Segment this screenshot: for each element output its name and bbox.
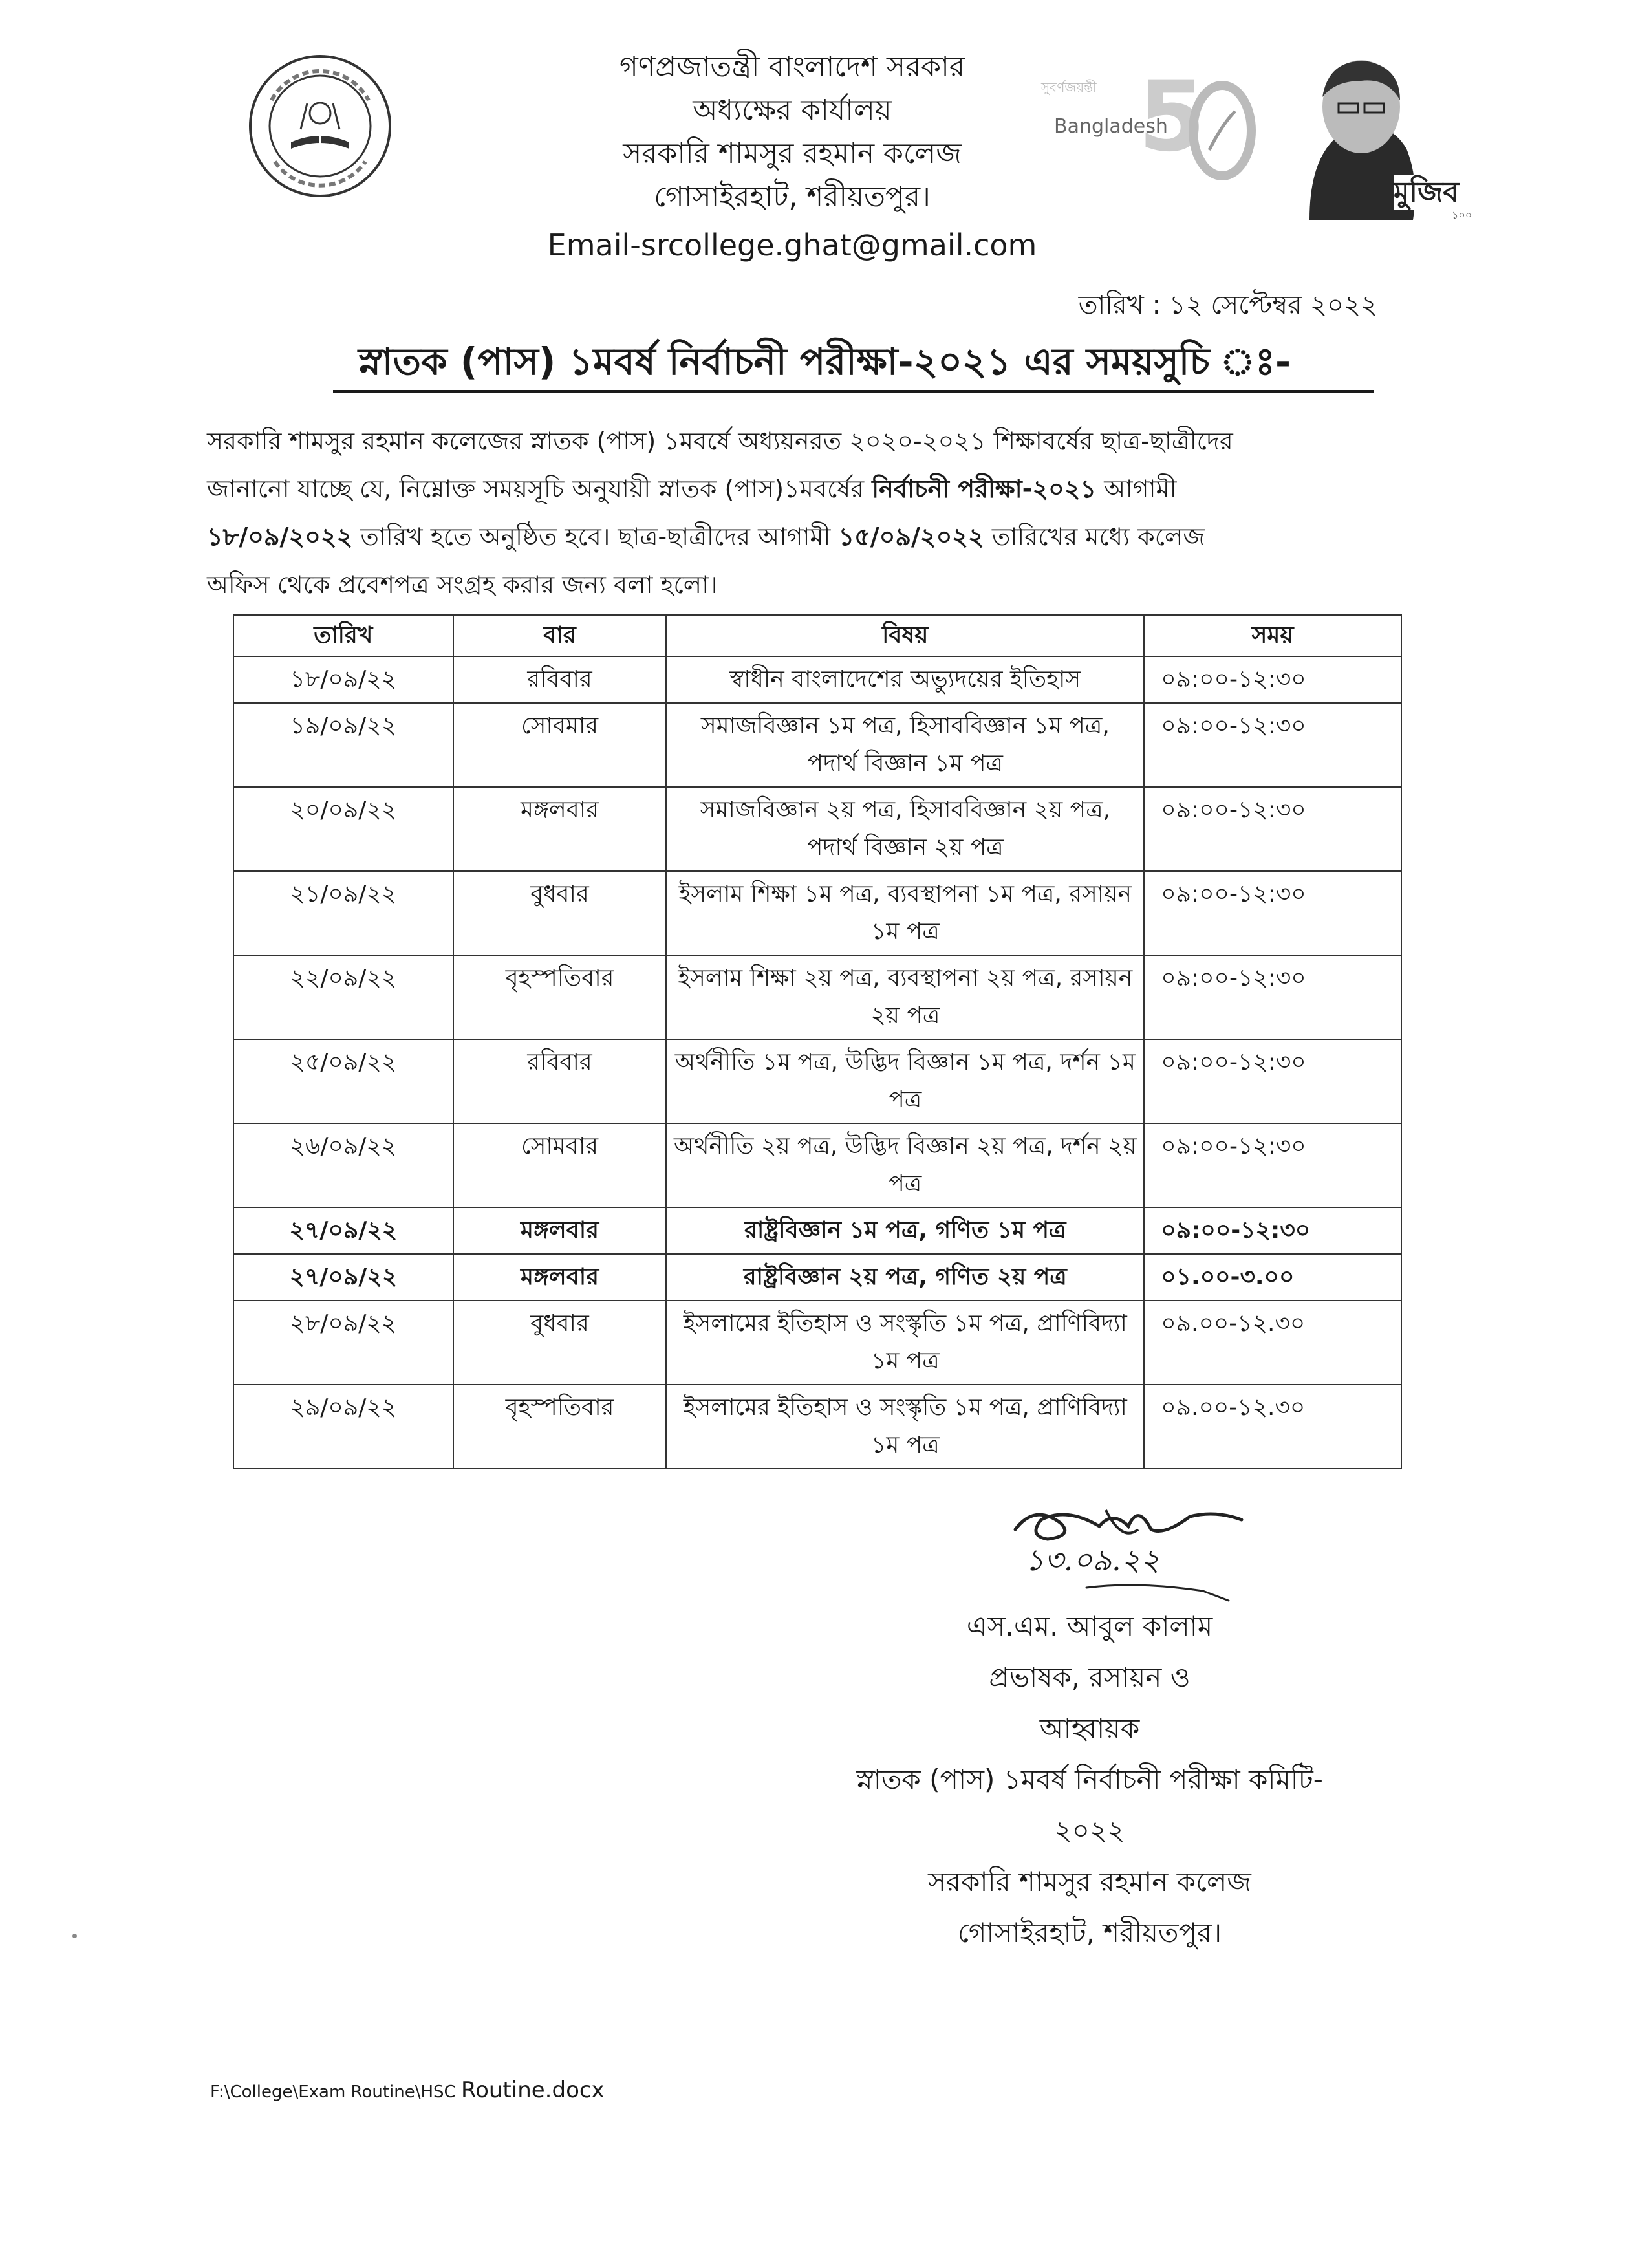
cell-subject: অর্থনীতি ২য় পত্র, উদ্ভিদ বিজ্ঞান ২য় পত্র, দর্শন ২য় পত্র: [666, 1123, 1144, 1207]
cell-subject: ইসলাম শিক্ষা ১ম পত্র, ব্যবস্থাপনা ১ম পত্র, রসায়ন ১ম পত্র: [666, 871, 1144, 955]
issue-date: তারিখ : ১২ সেপ্টেম্বর ২০২২: [1078, 290, 1377, 320]
header-date: তারিখ: [233, 615, 453, 656]
cell-day: মঙ্গলবার: [453, 1207, 667, 1254]
cell-time: ০৯.০০-১২.৩০: [1144, 1301, 1401, 1385]
bangladesh-50-logo: [1028, 53, 1261, 189]
cell-day: সোবমার: [453, 703, 667, 787]
cell-subject: রাষ্ট্রবিজ্ঞান ২য় পত্র, গণিত ২য় পত্র: [666, 1254, 1144, 1301]
para-line-2: [207, 465, 1385, 513]
deadline-date-bold: ১৫/০৯/২০২২: [838, 523, 984, 551]
cell-day: সোমবার: [453, 1123, 667, 1207]
cell-time: ০৯:০০-১২:৩০: [1144, 1039, 1401, 1123]
email-line: Email-srcollege.ghat@gmail.com: [547, 228, 1037, 263]
cell-subject: ইসলামের ইতিহাস ও সংস্কৃতি ১ম পত্র, প্রাণিবিদ্যা ১ম পত্র: [666, 1301, 1144, 1385]
cell-date: ২৯/০৯/২২: [233, 1385, 453, 1469]
cell-time: ০৯:০০-১২:৩০: [1144, 871, 1401, 955]
cell-day: বৃহস্পতিবার: [453, 955, 667, 1039]
cell-date: ২০/০৯/২২: [233, 787, 453, 871]
para-line-3: [207, 513, 1385, 561]
table-header-row: [233, 615, 1401, 656]
cell-time: ০৯:০০-১২:৩০: [1144, 656, 1401, 703]
signature-block: [763, 1601, 1416, 1958]
para-text: আগামী: [1104, 475, 1177, 503]
govt-line: গণপ্রজাতন্ত্রী বাংলাদেশ সরকার: [619, 50, 965, 83]
cell-subject: সমাজবিজ্ঞান ১ম পত্র, হিসাববিজ্ঞান ১ম পত্র, পদার্থ বিজ্ঞান ১ম পত্র: [666, 703, 1144, 787]
cell-time: ০৯:০০-১২:৩০: [1144, 1207, 1401, 1254]
file-path: F:\College\Exam Routine\HSC: [210, 2082, 456, 2102]
cell-day: বুধবার: [453, 1301, 667, 1385]
cell-subject: ইসলামের ইতিহাস ও সংস্কৃতি ১ম পত্র, প্রাণিবিদ্যা ১ম পত্র: [666, 1385, 1144, 1469]
table-row: [233, 787, 1401, 871]
cell-date: ১৮/০৯/২২: [233, 656, 453, 703]
cell-time: ০১.০০-৩.০০: [1144, 1254, 1401, 1301]
header-time: সময়: [1144, 615, 1401, 656]
cell-time: ০৯:০০-১২:৩০: [1144, 787, 1401, 871]
header-subject: বিষয়: [666, 615, 1144, 656]
svg-text:5: 5: [1138, 61, 1206, 173]
cell-date: ২১/০৯/২২: [233, 871, 453, 955]
cell-day: রবিবার: [453, 656, 667, 703]
logo-50-label: Bangladesh: [1054, 115, 1168, 138]
signature-address: গোসাইরহাট, শরীয়তপুর।: [957, 1917, 1222, 1949]
address-line: গোসাইরহাট, শরীয়তপুর।: [654, 180, 931, 213]
committee-name: স্নাতক (পাস) ১মবর্ষ নির্বাচনী পরীক্ষা কমিটি-: [856, 1764, 1323, 1795]
cell-day: বৃহস্পতিবার: [453, 1385, 667, 1469]
cell-time: ০৯:০০-১২:৩০: [1144, 1123, 1401, 1207]
college-logo: [246, 52, 394, 200]
signatory-role: আহ্বায়ক: [1039, 1712, 1140, 1744]
cell-time: ০৯:০০-১২:৩০: [1144, 955, 1401, 1039]
cell-time: ০৯:০০-১২:৩০: [1144, 703, 1401, 787]
para-text: তারিখের মধ্যে কলেজ: [991, 523, 1205, 551]
table-row: [233, 1207, 1401, 1254]
cell-subject: ইসলাম শিক্ষা ২য় পত্র, ব্যবস্থাপনা ২য় পত্র, রসায়ন ২য় পত্র: [666, 955, 1144, 1039]
file-path-footer: [210, 2077, 605, 2103]
table-row: [233, 1301, 1401, 1385]
file-name: Routine.docx: [460, 2077, 605, 2103]
notice-paragraph: [207, 417, 1385, 609]
signatory-name: এস.এম. আবুল কালাম: [966, 1610, 1213, 1642]
para-line-1: সরকারি শামসুর রহমান কলেজের স্নাতক (পাস) ১মবর্ষে অধ্যয়নরত ২০২০-২০২১ শিক্ষাবর্ষের ছাত্র-ছাত্রীদের: [207, 427, 1233, 455]
cell-time: ০৯.০০-১২.৩০: [1144, 1385, 1401, 1469]
cell-subject: অর্থনীতি ১ম পত্র, উদ্ভিদ বিজ্ঞান ১ম পত্র, দর্শন ১ম পত্র: [666, 1039, 1144, 1123]
para-line-4: অফিস থেকে প্রবেশপত্র সংগ্রহ করার জন্য বলা হলো।: [207, 570, 718, 599]
table-row: [233, 656, 1401, 703]
svg-text:১০০: ১০০: [1452, 209, 1472, 221]
scan-speck: [72, 1934, 77, 1938]
table-row: [233, 955, 1401, 1039]
cell-date: ২৭/০৯/২২: [233, 1254, 453, 1301]
start-date-bold: ১৮/০৯/২০২২: [207, 523, 353, 551]
table-row: [233, 1039, 1401, 1123]
header-day: বার: [453, 615, 667, 656]
svg-text:মুজিব: মুজিব: [1394, 176, 1459, 209]
cell-subject: রাষ্ট্রবিজ্ঞান ১ম পত্র, গণিত ১ম পত্র: [666, 1207, 1144, 1254]
cell-date: ১৯/০৯/২২: [233, 703, 453, 787]
cell-day: মঙ্গলবার: [453, 787, 667, 871]
para-text: জানানো যাচ্ছে যে, নিম্নোক্ত সময়সূচি অনুযায়ী স্নাতক (পাস)১মবর্ষের: [207, 475, 865, 503]
table-row: [233, 1254, 1401, 1301]
cell-date: ২৭/০৯/২২: [233, 1207, 453, 1254]
cell-day: রবিবার: [453, 1039, 667, 1123]
handwritten-date: ১৩.০৯.২২: [1025, 1542, 1160, 1577]
para-text: তারিখ হতে অনুষ্ঠিত হবে। ছাত্র-ছাত্রীদের আগামী: [360, 523, 831, 551]
office-line: অধ্যক্ষের কার্যালয়: [693, 94, 892, 127]
table-row: [233, 703, 1401, 787]
college-line: সরকারি শামসুর রহমান কলেজ: [623, 137, 962, 170]
cell-date: ২৮/০৯/২২: [233, 1301, 453, 1385]
cell-day: বুধবার: [453, 871, 667, 955]
signature-college: সরকারি শামসুর রহমান কলেজ: [928, 1866, 1251, 1897]
cell-date: ২৬/০৯/২২: [233, 1123, 453, 1207]
table-row: [233, 871, 1401, 955]
cell-date: ২২/০৯/২২: [233, 955, 453, 1039]
mujib-portrait-logo: [1284, 52, 1484, 226]
cell-date: ২৫/০৯/২২: [233, 1039, 453, 1123]
cell-day: মঙ্গলবার: [453, 1254, 667, 1301]
svg-text:সুবর্ণজয়ন্তী: সুবর্ণজয়ন্তী: [1041, 80, 1097, 95]
page-title: স্নাতক (পাস) ১মবর্ষ নির্বাচনী পরীক্ষা-২০২১ এর সময়সুচি ঃ-: [358, 340, 1291, 383]
signatory-designation: প্রভাষক, রসায়ন ও: [989, 1661, 1191, 1693]
exam-schedule-table: [233, 614, 1402, 1469]
exam-name-bold: নির্বাচনী পরীক্ষা-২০২১: [872, 475, 1097, 503]
cell-subject: স্বাধীন বাংলাদেশের অভ্যুদয়ের ইতিহাস: [666, 656, 1144, 703]
cell-subject: সমাজবিজ্ঞান ২য় পত্র, হিসাববিজ্ঞান ২য় পত্র, পদার্থ বিজ্ঞান ২য় পত্র: [666, 787, 1144, 871]
table-row: [233, 1123, 1401, 1207]
table-row: [233, 1385, 1401, 1469]
committee-year: ২০২২: [1054, 1815, 1125, 1846]
title-underline: [333, 390, 1374, 393]
